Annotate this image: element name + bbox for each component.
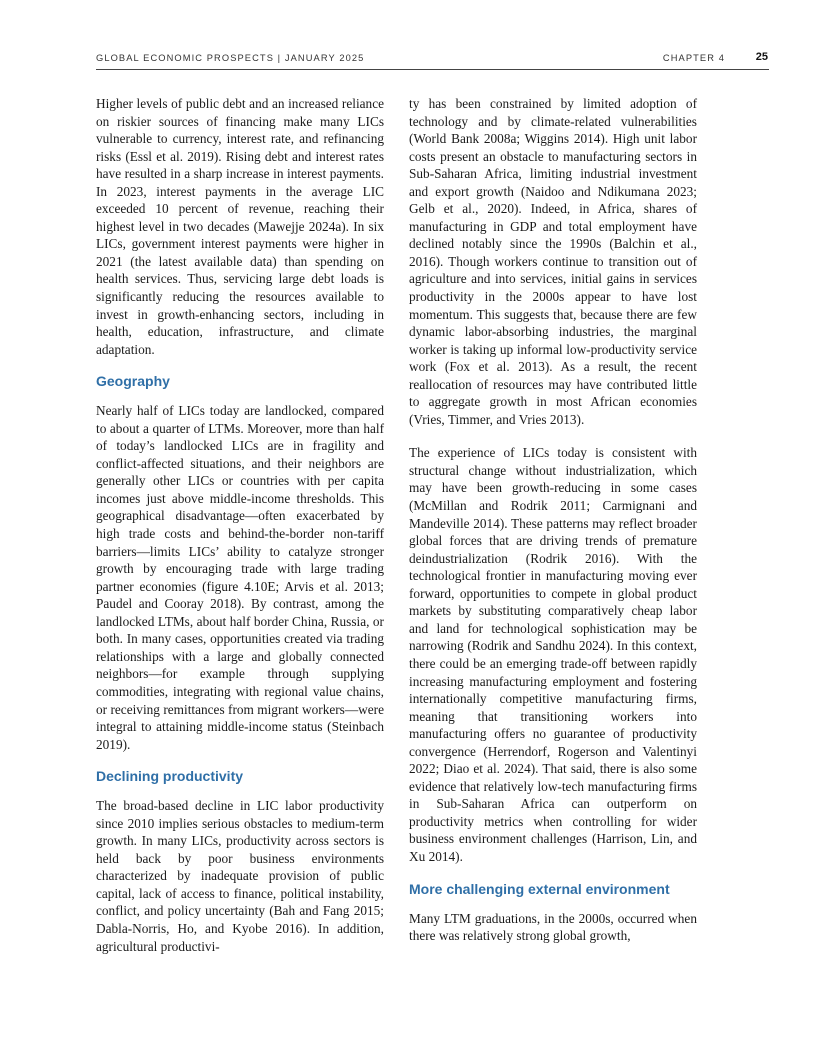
chapter-label: CHAPTER 4 [662, 53, 725, 63]
header-rule [96, 69, 769, 70]
paragraph-debt: Higher levels of public debt and an increased reliance on riskier sources of financing make many LICs vulnerable to currency, interest rate, and refinancing risks (Essl et al. 2019). Rising debt and interest rates have resulted in a sharp increase in interest payments. In 2023, interest payments in the average LIC exceeded 10 percent of revenue, reaching their highest level in two decades (Mawejje 2024a). In six LICs, government interest payments were higher in 2021 (the latest available data) than spending on health services. Thus, servicing large debt loads is significantly reducing the resources available to invest in growth-enhancing sectors, including in health, education, infrastructure, and climate adaptation. [96, 96, 384, 357]
heading-declining-productivity: Declining productivity [96, 768, 244, 785]
left-column [96, 95, 384, 955]
page-number: 25 [755, 51, 768, 63]
paragraph-geography: Nearly half of LICs today are landlocked, compared to about a quarter of LTMs. Moreover, more than half of today’s landlocked LICs are in fragility and conflict-affected situations, and their neighbors are generally other LICs or countries with per capita incomes just above middle-income thresholds. This geographical disadvantage—often exacerbated by high trade costs and behind-the-border non-tariff barriers—limits LICs’ ability to catalyze stronger growth by encouraging trade with large trading partner economies (figure 4.10E; Arvis et al. 2013; Paudel and Cooray 2018). By contrast, among the landlocked LTMs, about half border China, Russia, or both. In many cases, opportunities created via trading relationships with a large and globally connected neighbors—for example through supplying commodities, integrating with regional value chains, or receiving remittances from migrant workers—were integral to attaining middle-income status (Steinbach 2019). [96, 403, 384, 752]
paragraph-structural-change: The experience of LICs today is consistent with structural change without industrialization, which may have been growth-reducing in some cases (McMillan and Rodrik 2011; Carmignani and Mandeville 2014). These patterns may reflect broader global forces that are driving trends of premature deindustrialization (Rodrik 2016). With the technological frontier in manufacturing moving ever forward, opportunities to compete in global product markets by substituting comparatively cheap labor and land for technological sophistication may be narrowing (Rodrik and Sandhu 2024). In this context, there could be an emerging trade-off between rapidly increasing manufacturing employment and fostering internationally competitive manufacturing firms, meaning that transitioning workers into manufacturing offers no guarantee of productivity convergence (Herrendorf, Rogerson and Valentinyi 2022; Diao et al. 2024). That said, there is also some evidence that relatively low-tech manufacturing firms in Sub-Saharan Africa can outperform on productivity metrics when controlling for wider business environment challenges (Harrison, Lin, and Xu 2014). [409, 445, 697, 864]
paragraph-graduations: Many LTM graduations, in the 2000s, occurred when there was relatively strong global growth, [409, 910, 697, 944]
running-header [96, 51, 769, 67]
right-column [409, 95, 697, 945]
paragraph-agriculture: ty has been constrained by limited adoption of technology and by climate-related vulnerabilities (World Bank 2008a; Wiggins 2014). High unit labor costs present an obstacle to manufacturing sectors in Sub-Saharan Africa, limiting industrial investment and export growth (Naidoo and Ndikumana 2023; Gelb et al., 2020). Indeed, in Africa, shares of manufacturing in GDP and total employment have declined notably since the 1990s (Balchin et al., 2016). Though workers continue to transition out of agriculture and into services, initial gains in services productivity in the 2000s appear to have lost momentum. This suggests that, because there are few dynamic labor-absorbing industries, the marginal worker is taking up informal low-productivity service work (Fox et al. 2013). As a result, the recent reallocation of resources may have contributed little to aggregate growth in most African economies (Vries, Timmer, and Vries 2013). [409, 96, 697, 427]
heading-external-environment: More challenging external environment [409, 880, 670, 897]
paragraph-productivity: The broad-based decline in LIC labor productivity since 2010 implies serious obstacles to medium-term growth. In many LICs, productivity across sectors is held back by poor business environments characterized by inadequate provision of public capital, lack of access to finance, political instability, conflict, and policy uncertainty (Bah and Fang 2015; Dabla-Norris, Ho, and Kyobe 2016). In addition, agricultural productivi- [96, 798, 384, 954]
heading-geography: Geography [96, 373, 170, 390]
running-title: GLOBAL ECONOMIC PROSPECTS | JANUARY 2025 [96, 53, 365, 63]
